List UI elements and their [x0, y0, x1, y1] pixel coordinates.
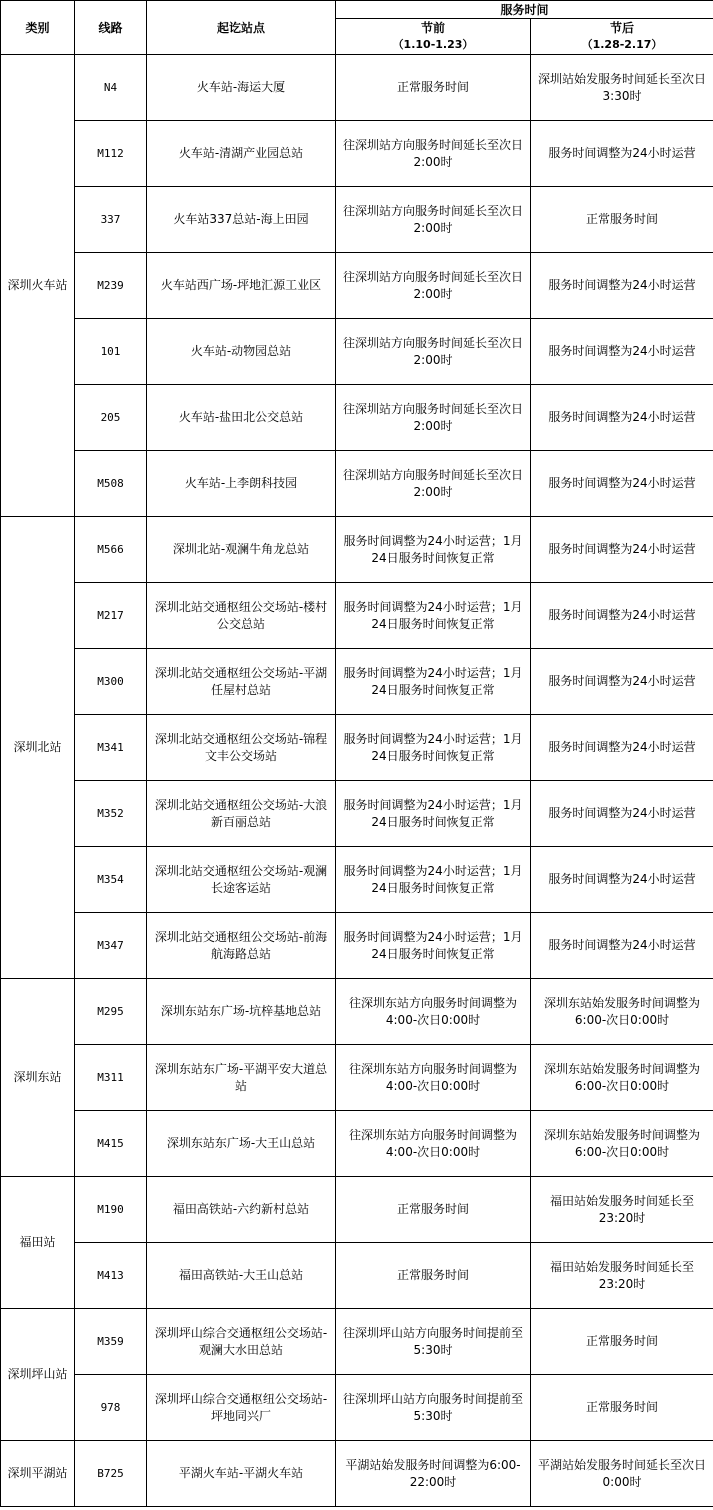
route-cell: 深圳东站东广场-坑梓基地总站	[147, 979, 336, 1045]
route-cell: 火车站-盐田北公交总站	[147, 385, 336, 451]
before-cell: 往深圳东站方向服务时间调整为4:00-次日0:00时	[336, 1045, 531, 1111]
after-cell: 服务时间调整为24小时运营	[531, 583, 713, 649]
header-route: 起讫站点	[147, 1, 336, 55]
table-row	[1, 1309, 713, 1375]
schedule-body	[1, 55, 713, 1507]
line-cell: 978	[75, 1375, 147, 1441]
route-cell: 深圳坪山综合交通枢纽公交场站-观澜大水田总站	[147, 1309, 336, 1375]
category-cell: 深圳坪山站	[1, 1309, 75, 1441]
line-cell: M112	[75, 121, 147, 187]
line-cell: 205	[75, 385, 147, 451]
table-row	[1, 715, 713, 781]
after-cell: 服务时间调整为24小时运营	[531, 121, 713, 187]
line-cell: M415	[75, 1111, 147, 1177]
after-cell: 服务时间调整为24小时运营	[531, 715, 713, 781]
table-row	[1, 1441, 713, 1507]
after-cell: 正常服务时间	[531, 1309, 713, 1375]
after-cell: 深圳站始发服务时间延长至次日3:30时	[531, 55, 713, 121]
table-row	[1, 847, 713, 913]
before-cell: 平湖站始发服务时间调整为6:00-22:00时	[336, 1441, 531, 1507]
after-cell: 正常服务时间	[531, 1375, 713, 1441]
before-cell: 往深圳坪山站方向服务时间提前至5:30时	[336, 1309, 531, 1375]
after-cell: 服务时间调整为24小时运营	[531, 319, 713, 385]
after-cell: 福田站始发服务时间延长至23:20时	[531, 1243, 713, 1309]
route-cell: 火车站-海运大厦	[147, 55, 336, 121]
route-cell: 火车站-动物园总站	[147, 319, 336, 385]
after-cell: 服务时间调整为24小时运营	[531, 385, 713, 451]
header-before-dates: （1.10-1.23）	[336, 37, 531, 55]
route-cell: 深圳北站交通枢纽公交场站-观澜长途客运站	[147, 847, 336, 913]
before-cell: 服务时间调整为24小时运营；1月24日服务时间恢复正常	[336, 649, 531, 715]
category-cell: 深圳平湖站	[1, 1441, 75, 1507]
category-cell: 深圳火车站	[1, 55, 75, 517]
table-row	[1, 649, 713, 715]
before-cell: 服务时间调整为24小时运营；1月24日服务时间恢复正常	[336, 847, 531, 913]
after-cell: 服务时间调整为24小时运营	[531, 649, 713, 715]
line-cell: M352	[75, 781, 147, 847]
before-cell: 往深圳站方向服务时间延长至次日2:00时	[336, 253, 531, 319]
table-row	[1, 319, 713, 385]
line-cell: 337	[75, 187, 147, 253]
route-cell: 深圳北站交通枢纽公交场站-锦程文丰公交场站	[147, 715, 336, 781]
line-cell: M347	[75, 913, 147, 979]
line-cell: M295	[75, 979, 147, 1045]
before-cell: 往深圳站方向服务时间延长至次日2:00时	[336, 451, 531, 517]
line-cell: M566	[75, 517, 147, 583]
table-row	[1, 979, 713, 1045]
table-row	[1, 583, 713, 649]
after-cell: 福田站始发服务时间延长至23:20时	[531, 1177, 713, 1243]
before-cell: 服务时间调整为24小时运营；1月24日服务时间恢复正常	[336, 583, 531, 649]
table-row	[1, 517, 713, 583]
header-after: 节后	[531, 19, 713, 37]
line-cell: N4	[75, 55, 147, 121]
before-cell: 往深圳站方向服务时间延长至次日2:00时	[336, 319, 531, 385]
before-cell: 往深圳坪山站方向服务时间提前至5:30时	[336, 1375, 531, 1441]
category-cell: 深圳东站	[1, 979, 75, 1177]
route-cell: 福田高铁站-六约新村总站	[147, 1177, 336, 1243]
line-cell: 101	[75, 319, 147, 385]
after-cell: 服务时间调整为24小时运营	[531, 517, 713, 583]
header-category: 类别	[1, 1, 75, 55]
route-cell: 深圳北站交通枢纽公交场站-平湖任屋村总站	[147, 649, 336, 715]
table-row	[1, 1045, 713, 1111]
table-row	[1, 55, 713, 121]
before-cell: 正常服务时间	[336, 1177, 531, 1243]
header-line: 线路	[75, 1, 147, 55]
table-row	[1, 451, 713, 517]
before-cell: 正常服务时间	[336, 55, 531, 121]
after-cell: 服务时间调整为24小时运营	[531, 847, 713, 913]
table-row	[1, 385, 713, 451]
line-cell: M413	[75, 1243, 147, 1309]
table-row	[1, 1177, 713, 1243]
route-cell: 深圳北站交通枢纽公交场站-前海航海路总站	[147, 913, 336, 979]
table-row	[1, 121, 713, 187]
before-cell: 服务时间调整为24小时运营；1月24日服务时间恢复正常	[336, 715, 531, 781]
category-cell: 福田站	[1, 1177, 75, 1309]
after-cell: 服务时间调整为24小时运营	[531, 253, 713, 319]
line-cell: M311	[75, 1045, 147, 1111]
after-cell: 服务时间调整为24小时运营	[531, 913, 713, 979]
after-cell: 正常服务时间	[531, 187, 713, 253]
before-cell: 正常服务时间	[336, 1243, 531, 1309]
table-row	[1, 1243, 713, 1309]
route-cell: 火车站-清湖产业园总站	[147, 121, 336, 187]
before-cell: 往深圳东站方向服务时间调整为4:00-次日0:00时	[336, 979, 531, 1045]
before-cell: 服务时间调整为24小时运营；1月24日服务时间恢复正常	[336, 781, 531, 847]
header-before: 节前	[336, 19, 531, 37]
route-cell: 深圳坪山综合交通枢纽公交场站-坪地同兴厂	[147, 1375, 336, 1441]
route-cell: 火车站-上李朗科技园	[147, 451, 336, 517]
header-after-dates: （1.28-2.17）	[531, 37, 713, 55]
table-row	[1, 253, 713, 319]
line-cell: M217	[75, 583, 147, 649]
after-cell: 深圳东站始发服务时间调整为6:00-次日0:00时	[531, 1111, 713, 1177]
table-row	[1, 1111, 713, 1177]
table-row	[1, 781, 713, 847]
after-cell: 深圳东站始发服务时间调整为6:00-次日0:00时	[531, 1045, 713, 1111]
before-cell: 服务时间调整为24小时运营；1月24日服务时间恢复正常	[336, 517, 531, 583]
route-cell: 深圳东站东广场-平湖平安大道总站	[147, 1045, 336, 1111]
before-cell: 往深圳站方向服务时间延长至次日2:00时	[336, 121, 531, 187]
line-cell: M239	[75, 253, 147, 319]
after-cell: 服务时间调整为24小时运营	[531, 451, 713, 517]
line-cell: B725	[75, 1441, 147, 1507]
table-row	[1, 1375, 713, 1441]
route-cell: 深圳北站交通枢纽公交场站-大浪新百丽总站	[147, 781, 336, 847]
route-cell: 火车站西广场-坪地汇源工业区	[147, 253, 336, 319]
header-service-time: 服务时间	[336, 1, 713, 19]
route-cell: 深圳北站-观澜牛角龙总站	[147, 517, 336, 583]
route-cell: 深圳东站东广场-大王山总站	[147, 1111, 336, 1177]
before-cell: 往深圳站方向服务时间延长至次日2:00时	[336, 187, 531, 253]
line-cell: M359	[75, 1309, 147, 1375]
table-row	[1, 913, 713, 979]
table-row	[1, 187, 713, 253]
route-cell: 火车站337总站-海上田园	[147, 187, 336, 253]
after-cell: 平湖站始发服务时间延长至次日0:00时	[531, 1441, 713, 1507]
before-cell: 服务时间调整为24小时运营；1月24日服务时间恢复正常	[336, 913, 531, 979]
line-cell: M190	[75, 1177, 147, 1243]
route-cell: 平湖火车站-平湖火车站	[147, 1441, 336, 1507]
after-cell: 深圳东站始发服务时间调整为6:00-次日0:00时	[531, 979, 713, 1045]
after-cell: 服务时间调整为24小时运营	[531, 781, 713, 847]
before-cell: 往深圳站方向服务时间延长至次日2:00时	[336, 385, 531, 451]
line-cell: M300	[75, 649, 147, 715]
route-cell: 深圳北站交通枢纽公交场站-楼村公交总站	[147, 583, 336, 649]
before-cell: 往深圳东站方向服务时间调整为4:00-次日0:00时	[336, 1111, 531, 1177]
line-cell: M354	[75, 847, 147, 913]
line-cell: M508	[75, 451, 147, 517]
route-cell: 福田高铁站-大王山总站	[147, 1243, 336, 1309]
category-cell: 深圳北站	[1, 517, 75, 979]
line-cell: M341	[75, 715, 147, 781]
